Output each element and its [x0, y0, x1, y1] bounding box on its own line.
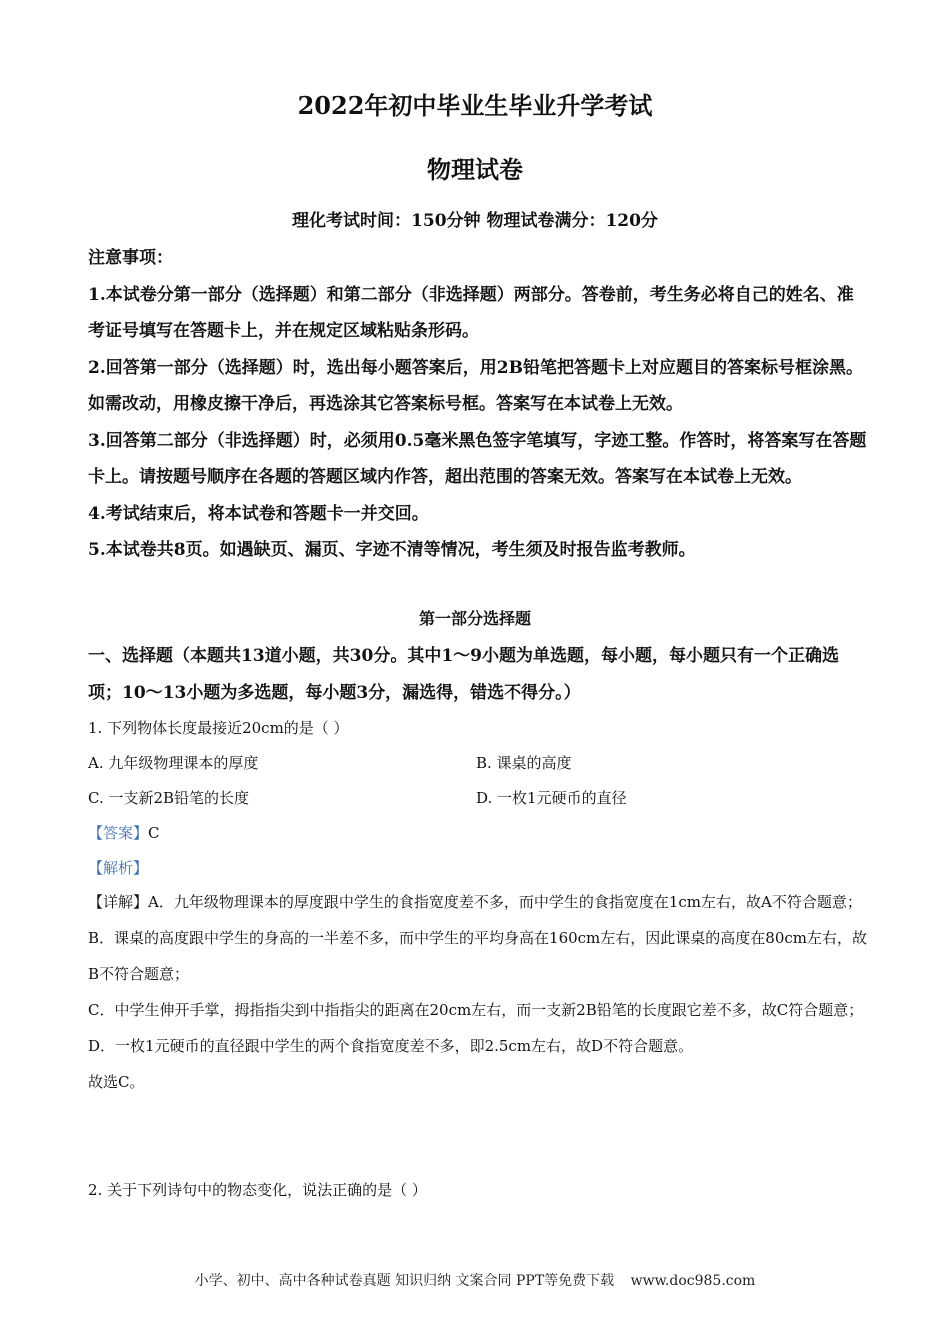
section-heading	[88, 638, 868, 711]
question-1-option-c: C. 一支新2B铅笔的长度	[88, 789, 250, 807]
notes-item: 1.本试卷分第一部分（选择题）和第二部分（非选择题）两部分。答卷前，考生务必将自己的姓名、准考证号填写在答题卡上，并在规定区域粘贴条形码。	[88, 284, 854, 341]
part1-title: 第一部分选择题	[418, 609, 531, 628]
notes-item: 3.回答第二部分（非选择题）时，必须用0.5毫米黑色签字笔填写，字迹工整。作答时，将答案写在答题卡上。请按题号顺序在各题的答题区域内作答，超出范围的答案无效。答案写在本试卷上无效。	[88, 430, 867, 487]
explanation-line-b: B．课桌的高度跟中学生的身高的一半差不多，而中学生的平均身高在160cm左右，因此课桌的高度在80cm左右，故B不符合题意；	[88, 929, 867, 983]
question-1-option-d: D. 一枚1元硬币的直径	[476, 789, 627, 807]
question-2-stem: 2. 关于下列诗句中的物态变化，说法正确的是（ ）	[88, 1181, 427, 1199]
explanation-conclusion: 故选C。	[88, 1073, 145, 1091]
detail-tag: 【详解】	[88, 893, 149, 911]
analysis-tag: 【解析】	[88, 859, 149, 877]
answer-value: C	[148, 824, 160, 842]
notes-heading: 注意事项：	[88, 248, 173, 268]
page-footer	[0, 1270, 950, 1290]
notes-item: 2.回答第一部分（选择题）时，选出每小题答案后，用2B铅笔把答题卡上对应题目的答案标号框涂黑。如需改动，用橡皮擦干净后，再选涂其它答案标号框。答案写在本试卷上无效。	[88, 357, 863, 414]
exam-subtitle: 物理试卷	[427, 155, 523, 184]
explanation-line-a: 【详解】A．九年级物理课本的厚度跟中学生的食指宽度差不多，而中学生的食指宽度在1cm左右，故A不符合题意；	[88, 893, 862, 911]
footer-text: 小学、初中、高中各种试卷真题 知识归纳 文案合同 PPT等免费下载	[194, 1273, 615, 1289]
answer-tag: 【答案】	[88, 824, 149, 842]
explanation-line-d: D．一枚1元硬币的直径跟中学生的两个食指宽度差不多，即2.5cm左右，故D不符合题意。	[88, 1037, 694, 1055]
notes-item: 4.考试结束后，将本试卷和答题卡一并交回。	[88, 503, 429, 524]
answer-line	[88, 823, 160, 843]
section-heading-text: 一、选择题（本题共13道小题，共30分。其中1～9小题为单选题，每小题，每小题只有一个正确选项；10～13小题为多选题，每小题3分，漏选得，错选不得分。）	[88, 646, 839, 703]
explanation-line-c: C．中学生伸开手掌，拇指指尖到中指指尖的距离在20cm左右，而一支新2B铅笔的长度跟它差不多，故C符合题意；	[88, 1001, 864, 1019]
notes-section	[88, 240, 868, 569]
question-1-option-a: A. 九年级物理课本的厚度	[88, 754, 259, 772]
footer-url: www.doc985.com	[630, 1273, 756, 1289]
exam-title: 2022年初中毕业生毕业升学考试	[297, 91, 653, 120]
notes-item: 5.本试卷共8页。如遇缺页、漏页、字迹不清等情况，考生须及时报告监考教师。	[88, 540, 696, 560]
question-1-option-b: B. 课桌的高度	[476, 754, 572, 772]
question-1-stem: 1. 下列物体长度最接近20cm的是（ ）	[88, 719, 349, 737]
exam-time-info: 理化考试时间：150分钟 物理试卷满分：120分	[292, 211, 658, 231]
explanation-block	[88, 884, 868, 1100]
